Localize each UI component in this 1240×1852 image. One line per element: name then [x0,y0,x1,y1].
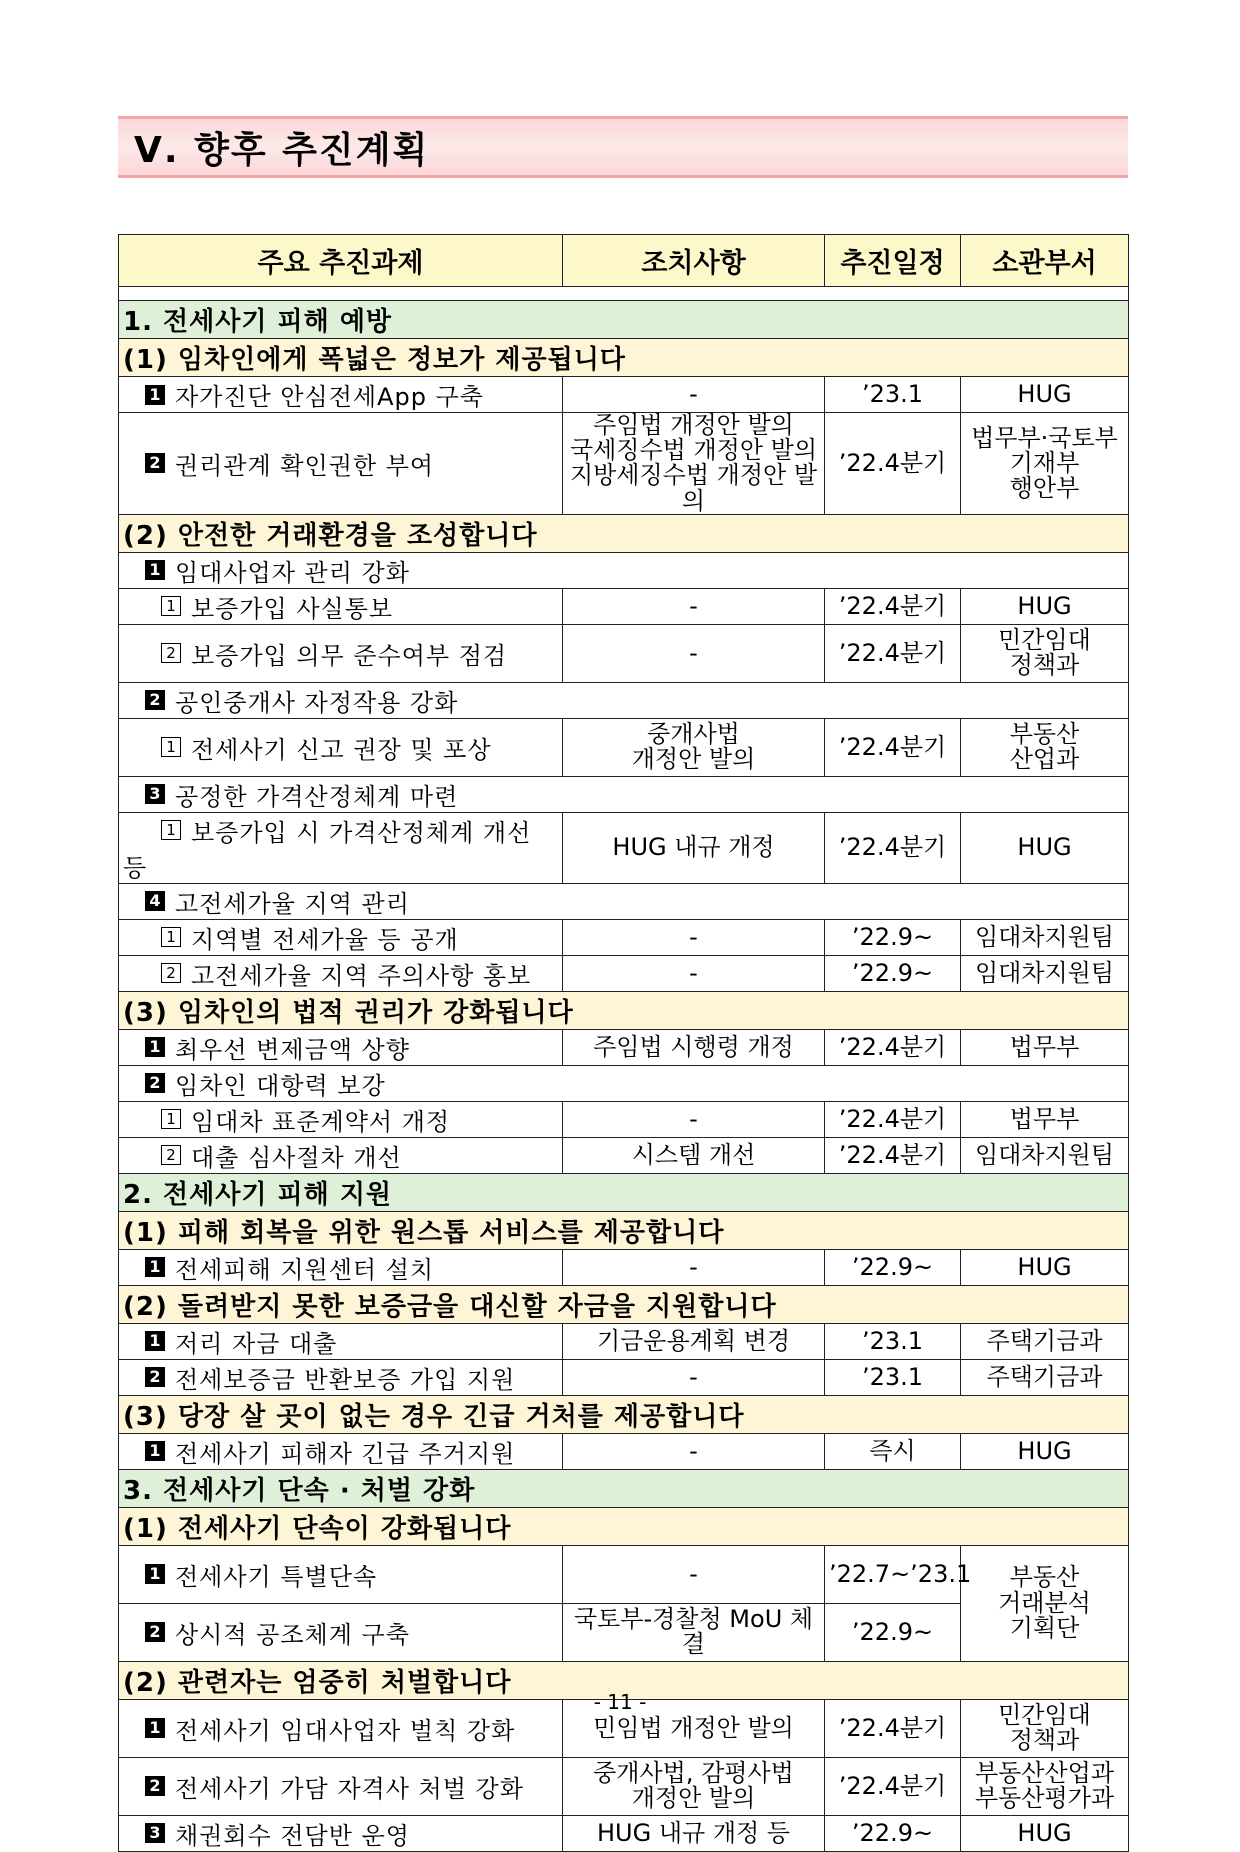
number-badge: 1 [145,385,165,405]
boxed-number: 1 [161,820,181,840]
table-row [119,812,1129,883]
boxed-number: 1 [161,1109,181,1129]
subsection-heading: (1) 전세사기 단속이 강화됩니다 [123,1513,512,1544]
number-badge: 2 [145,1776,165,1796]
dept-cell: 법무부 [961,1101,1129,1137]
subsection-heading: (1) 임차인에게 폭넓은 정보가 제공됩니다 [123,345,626,375]
table-row [119,588,1129,624]
number-badge: 1 [145,1037,165,1057]
number-badge: 1 [145,1564,165,1584]
action-cell: 시스템 개선 [563,1137,825,1173]
dept-cell: 민간임대 정책과 [961,1699,1129,1757]
action-cell: - [563,1249,825,1285]
schedule-cell: 즉시 [825,1433,961,1469]
dept-cell: 임대차지원팀 [961,1137,1129,1173]
section-heading-row [119,301,1129,339]
section-heading: 2. 전세사기 피해 지원 [123,1179,393,1210]
action-cell: - [563,1359,825,1395]
dept-cell: 임대차지원팀 [961,955,1129,991]
subsection-heading: (2) 돌려받지 못한 보증금을 대신할 자금을 지원합니다 [123,1291,777,1322]
task-label: 전세사기 특별단속 [175,1562,378,1591]
task-label: 보증가입 시 가격산정체계 개선 등 [123,818,532,882]
table-row [119,377,1129,413]
boxed-number: 1 [161,927,181,947]
number-badge: 2 [145,1622,165,1642]
plan-table [118,234,1129,1852]
schedule-cell: ’23.1 [825,377,961,413]
schedule-cell: ’22.4분기 [825,624,961,682]
number-badge: 1 [145,1718,165,1738]
section-heading-row [119,1173,1129,1211]
schedule-cell: ’22.7~’23.1 [825,1545,961,1603]
group-heading-row [119,682,1129,718]
subsection-heading-row [119,1507,1129,1545]
schedule-cell: ’23.1 [825,1323,961,1359]
section-title-bar [118,116,1128,178]
table-body [119,287,1129,1852]
subsection-heading: (3) 임차인의 법적 권리가 강화됩니다 [123,997,574,1028]
schedule-cell: ’22.9~ [825,1603,961,1661]
group-heading: 공정한 가격산정체계 마련 [175,782,459,811]
dept-cell: 법무부 [961,1029,1129,1065]
table-row [119,718,1129,776]
schedule-cell: ’22.4분기 [825,812,961,883]
section-heading: 3. 전세사기 단속 · 처벌 강화 [123,1475,476,1506]
dept-cell: HUG [961,1249,1129,1285]
dept-cell: 민간임대 정책과 [961,624,1129,682]
action-cell: - [563,1433,825,1469]
task-label: 전세사기 신고 권장 및 포상 [191,735,492,764]
subsection-heading-row [119,1285,1129,1323]
action-cell: HUG 내규 개정 [563,812,825,883]
task-label: 저리 자금 대출 [175,1329,338,1358]
task-label: 전세피해 지원센터 설치 [175,1255,435,1284]
header-spacer [119,287,1129,301]
boxed-number: 2 [161,1145,181,1165]
task-label: 전세사기 가담 자격사 처벌 강화 [175,1774,524,1803]
number-badge: 2 [145,690,165,710]
schedule-cell: ’22.9~ [825,955,961,991]
boxed-number: 2 [161,643,181,663]
task-label: 자가진단 안심전세App 구축 [175,383,484,411]
task-label: 최우선 변제금액 상향 [175,1035,410,1064]
number-badge: 3 [145,784,165,804]
group-heading: 공인중개사 자정작용 강화 [175,688,459,717]
table-row [119,1359,1129,1395]
section-heading: 1. 전세사기 피해 예방 [123,307,393,337]
task-label: 보증가입 의무 준수여부 점검 [191,641,508,670]
subsection-heading: (2) 관련자는 엄중히 처벌합니다 [123,1667,512,1698]
action-cell: - [563,1101,825,1137]
boxed-number: 1 [161,737,181,757]
dept-cell: 법무부·국토부 기재부 행안부 [961,413,1129,515]
dept-cell: HUG [961,377,1129,413]
schedule-cell: ’22.9~ [825,1249,961,1285]
table-row [119,1249,1129,1285]
boxed-number: 1 [161,596,181,616]
dept-cell: 임대차지원팀 [961,919,1129,955]
task-label: 고전세가율 지역 주의사항 홍보 [191,961,532,990]
task-label: 전세보증금 반환보증 가입 지원 [175,1365,516,1394]
subsection-heading: (3) 당장 살 곳이 없는 경우 긴급 거처를 제공합니다 [123,1401,745,1432]
subsection-heading-row [119,1395,1129,1433]
number-badge: 2 [145,1073,165,1093]
action-cell: 중개사법 개정안 발의 [563,718,825,776]
task-label: 지역별 전세가율 등 공개 [191,925,459,954]
table-row [119,624,1129,682]
table-row [119,1101,1129,1137]
header-schedule: 추진일정 [825,235,961,287]
dept-cell: HUG [961,588,1129,624]
number-badge: 1 [145,1257,165,1277]
group-heading-row [119,552,1129,588]
action-cell: - [563,955,825,991]
number-badge: 2 [145,453,165,473]
number-badge: 1 [145,1331,165,1351]
schedule-cell: ’22.4분기 [825,1137,961,1173]
table-row [119,1433,1129,1469]
schedule-cell: ’22.9~ [825,919,961,955]
subsection-heading-row [119,514,1129,552]
task-label: 상시적 공조체계 구축 [175,1620,410,1649]
group-heading-row [119,883,1129,919]
dept-cell: 주택기금과 [961,1359,1129,1395]
task-label: 권리관계 확인권한 부여 [175,451,435,480]
action-cell: 주임법 시행령 개정 [563,1029,825,1065]
dept-cell: 부동산산업과 부동산평가과 [961,1757,1129,1815]
schedule-cell: ’23.1 [825,1359,961,1395]
table-row [119,1323,1129,1359]
task-label: 전세사기 피해자 긴급 주거지원 [175,1439,516,1468]
action-cell: 국토부-경찰청 MoU 체결 [563,1603,825,1661]
table-row [119,1029,1129,1065]
table-row [119,955,1129,991]
action-cell: - [563,588,825,624]
schedule-cell: ’22.4분기 [825,1757,961,1815]
task-label: 임대차 표준계약서 개정 [191,1107,451,1136]
page-number: - 11 - [593,1690,647,1714]
task-label: 보증가입 사실통보 [191,594,394,623]
action-cell: 주임법 개정안 발의 국세징수법 개정안 발의 지방세징수법 개정안 발의 [563,413,825,515]
dept-cell: 부동산 거래분석 기획단 [961,1545,1129,1661]
table-row [119,919,1129,955]
schedule-cell: ’22.9~ [825,1815,961,1851]
header-dept: 소관부서 [961,235,1129,287]
subsection-heading-row [119,1211,1129,1249]
action-cell: HUG 내규 개정 등 [563,1815,825,1851]
number-badge: 4 [145,891,165,911]
action-cell: - [563,1545,825,1603]
schedule-cell: ’22.4분기 [825,1029,961,1065]
dept-cell: 주택기금과 [961,1323,1129,1359]
dept-cell: 부동산 산업과 [961,718,1129,776]
table-row [119,413,1129,515]
subsection-heading: (1) 피해 회복을 위한 원스톱 서비스를 제공합니다 [123,1217,725,1248]
schedule-cell: ’22.4분기 [825,1699,961,1757]
header-task: 주요 추진과제 [119,235,563,287]
group-heading-row [119,776,1129,812]
section-title: Ⅴ. 향후 추진계획 [134,129,430,171]
schedule-cell: ’22.4분기 [825,718,961,776]
table-row [119,1757,1129,1815]
action-cell: 기금운용계획 변경 [563,1323,825,1359]
dept-cell: HUG [961,812,1129,883]
table-row [119,1815,1129,1851]
schedule-cell: ’22.4분기 [825,413,961,515]
number-badge: 2 [145,1367,165,1387]
table-header-row [119,235,1129,287]
schedule-cell: ’22.4분기 [825,1101,961,1137]
group-heading: 임차인 대항력 보강 [175,1071,386,1100]
subsection-heading: (2) 안전한 거래환경을 조성합니다 [123,520,538,551]
boxed-number: 2 [161,963,181,983]
number-badge: 3 [145,1823,165,1843]
action-cell: - [563,624,825,682]
action-cell: 민임법 개정안 발의 [563,1699,825,1757]
table-row [119,1137,1129,1173]
number-badge: 1 [145,1441,165,1461]
task-label: 채권회수 전담반 운영 [175,1821,410,1850]
group-heading: 고전세가율 지역 관리 [175,889,410,918]
group-heading: 임대사업자 관리 강화 [175,558,410,587]
dept-cell: HUG [961,1815,1129,1851]
subsection-heading-row [119,339,1129,377]
action-cell: - [563,919,825,955]
table-row [119,1545,1129,1603]
number-badge: 1 [145,560,165,580]
dept-cell: HUG [961,1433,1129,1469]
header-action: 조치사항 [563,235,825,287]
action-cell: 중개사법, 감평사법 개정안 발의 [563,1757,825,1815]
schedule-cell: ’22.4분기 [825,588,961,624]
action-cell: - [563,377,825,413]
group-heading-row [119,1065,1129,1101]
task-label: 전세사기 임대사업자 벌칙 강화 [175,1716,516,1745]
section-heading-row [119,1469,1129,1507]
task-label: 대출 심사절차 개선 [191,1143,402,1172]
subsection-heading-row [119,991,1129,1029]
